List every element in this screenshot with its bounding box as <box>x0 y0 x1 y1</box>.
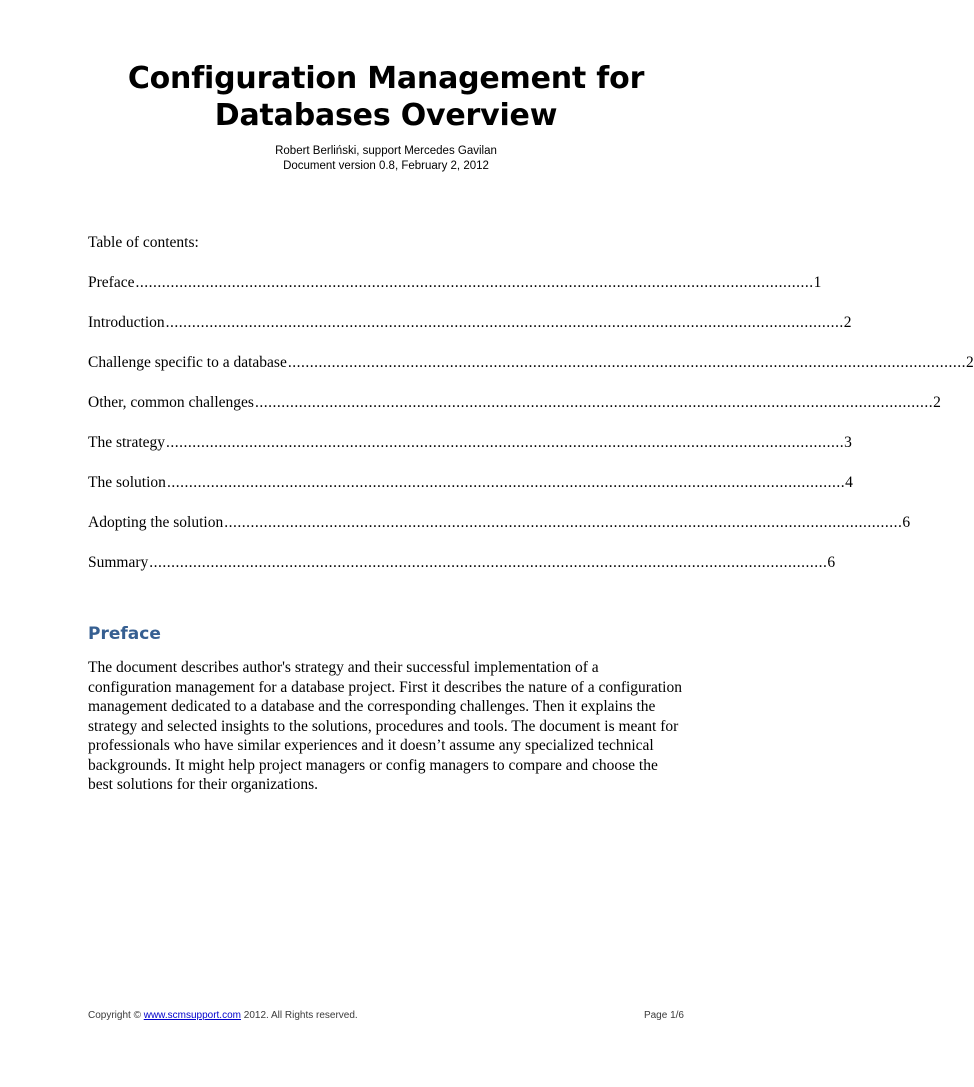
toc-leader-dots: ........................................................................................................................................................... <box>166 434 845 451</box>
toc-heading: Table of contents: <box>88 234 199 251</box>
toc-entry-label: Challenge specific to a database <box>88 354 287 371</box>
toc-leader-dots: ........................................................................................................................................................... <box>149 554 828 571</box>
table-of-contents <box>88 274 974 572</box>
toc-entry-label: The strategy <box>88 434 166 451</box>
toc-leader-dots: ........................................................................................................................................................... <box>135 274 814 291</box>
section-paragraph-preface: The document describes author's strategy and their successful implementation of a configuration management for a database project. First it describes the nature of a configuration management dedicated to a database and the corresponding challenges. Then it explains the strategy and selected insights to the solutions, procedures and tools. The document is meant for professionals who have similar experiences and it doesn’t assume any specialized technical backgrounds. It might help project managers or config managers to compare and choose the best solutions for their organizations. <box>88 659 682 793</box>
toc-entry-page: 4 <box>845 474 853 491</box>
page-title-line-1: Configuration Management for <box>127 61 645 96</box>
toc-entry-page: 2 <box>843 314 852 331</box>
toc-entry[interactable] <box>88 554 836 572</box>
toc-entry[interactable] <box>88 274 822 292</box>
toc-entry-page: 2 <box>965 354 974 371</box>
toc-leader-dots: ........................................................................................................................................................... <box>224 514 903 531</box>
version-line: Document version 0.8, February 2, 2012 <box>283 160 489 172</box>
page-title <box>88 60 684 134</box>
toc-leader-dots: ........................................................................................................................................................... <box>166 474 846 491</box>
toc-entry-label: Preface <box>88 274 135 291</box>
toc-entry-label: Introduction <box>88 314 165 331</box>
toc-leader-dots: ........................................................................................................................................................... <box>165 314 844 331</box>
author-line: Robert Berliński, support Mercedes Gavilan <box>275 145 497 157</box>
toc-entry-label: The solution <box>88 474 166 491</box>
toc-entry-label: Other, common challenges <box>88 394 254 411</box>
page-title-line-2: Databases Overview <box>214 98 558 133</box>
toc-entry-label: Adopting the solution <box>88 514 224 531</box>
toc-leader-dots: ........................................................................................................................................................... <box>254 394 934 411</box>
toc-entry[interactable] <box>88 514 911 532</box>
toc-entry[interactable] <box>88 354 974 372</box>
footer-copyright-prefix: Copyright © <box>88 1010 144 1021</box>
document-byline <box>88 144 684 174</box>
toc-entry-page: 2 <box>933 394 941 411</box>
section-heading-preface: Preface <box>88 624 161 644</box>
scmsupport-link[interactable]: www.scmsupport.com <box>143 1010 241 1021</box>
toc-entry-page: 1 <box>813 274 822 291</box>
toc-entry[interactable] <box>88 474 853 492</box>
page-footer <box>88 1010 684 1021</box>
footer-copyright <box>88 1010 358 1021</box>
toc-entry[interactable] <box>88 434 852 452</box>
toc-entry-label: Summary <box>88 554 149 571</box>
footer-page-number: Page 1/6 <box>643 1010 684 1021</box>
toc-entry[interactable] <box>88 314 852 332</box>
toc-entry-page: 3 <box>844 434 852 451</box>
toc-entry-page: 6 <box>902 514 911 531</box>
toc-leader-dots: ........................................................................................................................................................... <box>287 354 966 371</box>
toc-entry[interactable] <box>88 394 941 412</box>
document-content <box>88 60 974 810</box>
toc-entry-page: 6 <box>827 554 836 571</box>
footer-copyright-suffix: 2012. All Rights reserved. <box>240 1010 358 1021</box>
